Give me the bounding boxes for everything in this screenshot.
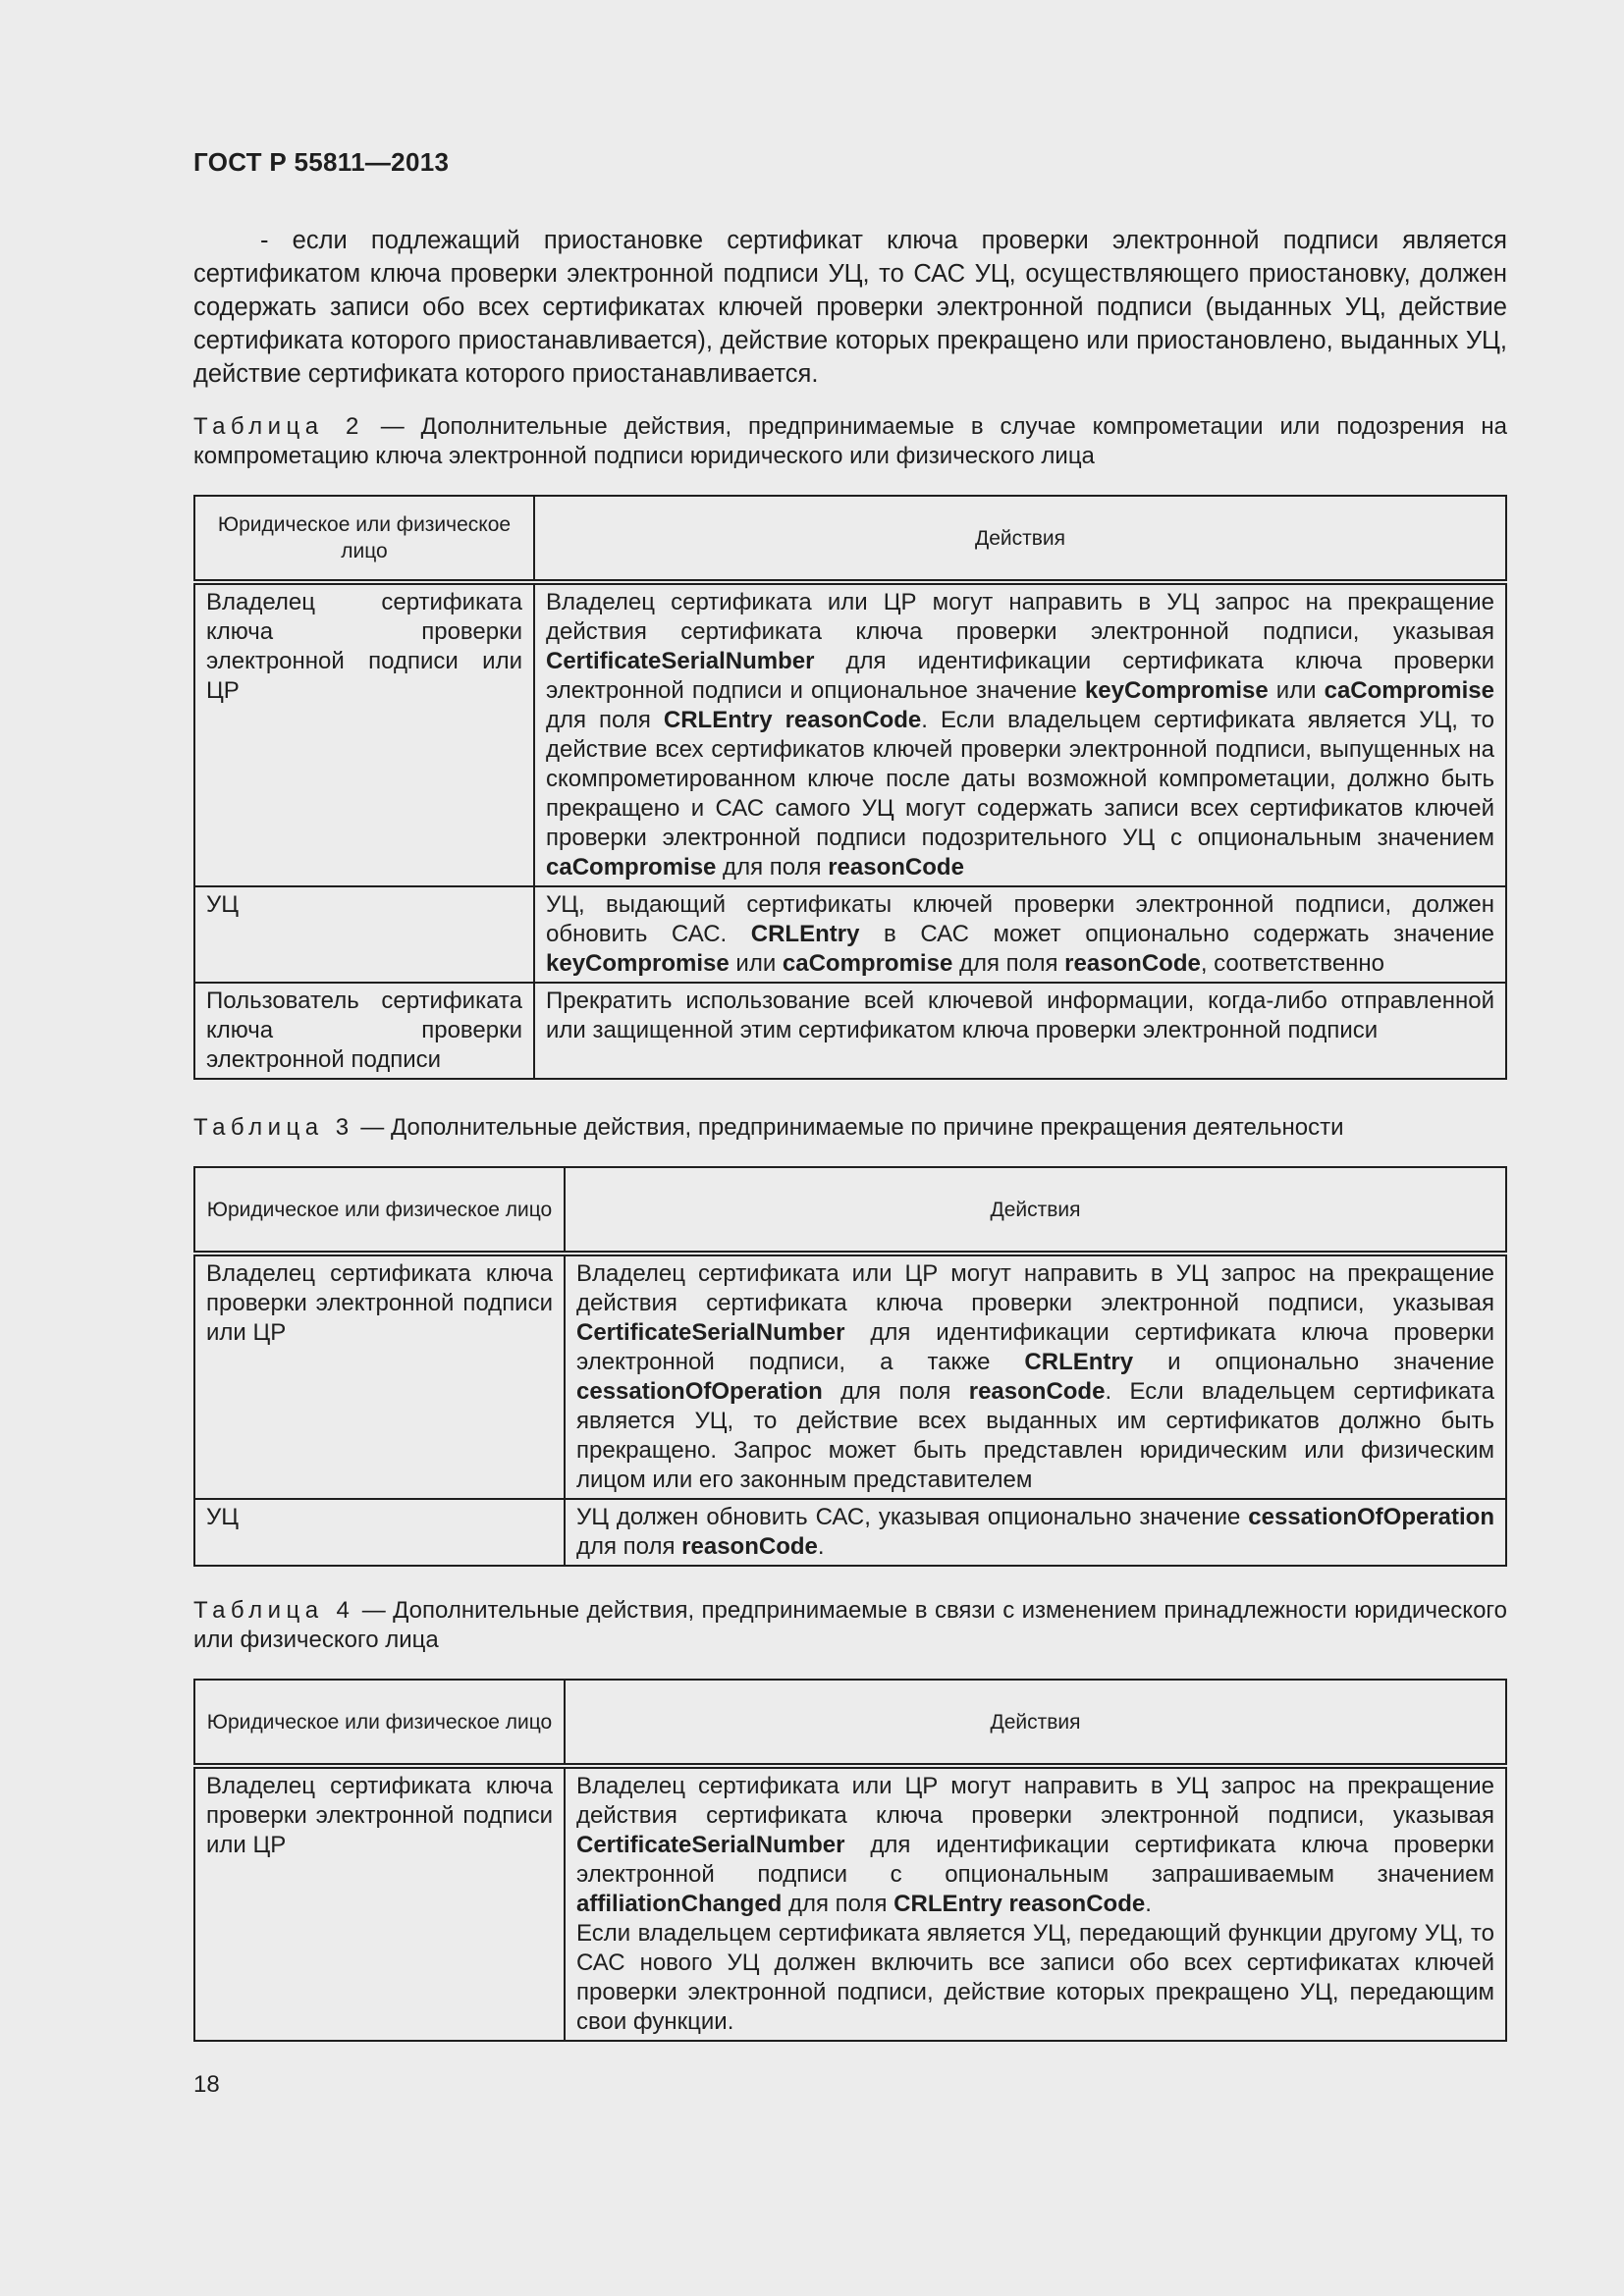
action-cell — [534, 582, 1506, 886]
action-text: для поля — [952, 950, 1065, 977]
table2-caption — [193, 412, 1507, 471]
table4-caption-text: — Дополнительные действия, предпринимаемые в связи с изменением принадлежности юридического или физического лица — [193, 1597, 1507, 1653]
entity-cell: Пользователь сертификата ключа проверки электронной подписи — [194, 983, 534, 1079]
term-text: cessationOfOperation — [1248, 1504, 1494, 1530]
term-text: reasonCode — [968, 1378, 1106, 1405]
table3-caption-text: — Дополнительные действия, предпринимаемые по причине прекращения деятельности — [353, 1114, 1344, 1141]
table2 — [193, 495, 1507, 1080]
action-text: , соответственно — [1200, 950, 1385, 977]
term-text: CertificateSerialNumber — [576, 1832, 845, 1858]
term-text: affiliationChanged — [576, 1891, 783, 1917]
term-text: CertificateSerialNumber — [546, 648, 815, 674]
table2-col1-header: Юридическое или физическое лицо — [194, 496, 534, 582]
action-text: или — [1268, 677, 1325, 704]
term-text: caCompromise — [1324, 677, 1494, 704]
action-text: для идентификации сертификата ключа проверки электронной подписи с опциональным запрашиваемым значением — [576, 1832, 1494, 1888]
action-text: для идентификации сертификата ключа проверки электронной подписи и опциональное значение — [546, 648, 1494, 704]
table3-col2-header: Действия — [565, 1167, 1506, 1254]
table2-caption-text: — Дополнительные действия, предпринимаемые в случае компрометации или подозрения на компрометацию ключа электронной подписи юридического или физического лица — [193, 413, 1507, 469]
action-text: или — [729, 950, 783, 977]
term-text: CRLEntry — [1024, 1349, 1134, 1375]
term-text: CRLEntry — [750, 921, 860, 947]
table4-col1-header: Юридическое или физическое лицо — [194, 1680, 565, 1766]
table4-caption — [193, 1596, 1507, 1655]
entity-cell: Владелец сертификата ключа проверки электронной подписи или ЦР — [194, 582, 534, 886]
table-row — [194, 1254, 1506, 1499]
action-text: Если владельцем сертификата является УЦ, передающий функции другому УЦ, то САС нового УЦ должен включить все записи обо всех сертификатах ключей проверки электронной подписи, действие которых прекращено УЦ, передающим свои функции. — [576, 1920, 1494, 2035]
action-text: для поля — [822, 1378, 969, 1405]
action-text: для поля — [546, 707, 664, 733]
table-row — [194, 1766, 1506, 2041]
table4 — [193, 1679, 1507, 2042]
table2-col2-header: Действия — [534, 496, 1506, 582]
term-text: reasonCode — [681, 1533, 818, 1560]
table-row — [194, 886, 1506, 983]
action-text: для поля — [716, 854, 829, 881]
action-text: Прекратить использование всей ключевой информации, когда-либо отправленной или защищенной этим сертификатом ключа проверки электронной подписи — [546, 988, 1494, 1043]
action-text: . — [817, 1533, 825, 1560]
action-text: Владелец сертификата или ЦР могут направить в УЦ запрос на прекращение действия сертификата ключа проверки электронной подписи, указывая — [576, 1773, 1494, 1829]
page-number: 18 — [193, 2071, 220, 2098]
action-cell — [565, 1766, 1506, 2041]
action-text: . — [1145, 1891, 1152, 1917]
entity-cell: Владелец сертификата ключа проверки электронной подписи или ЦР — [194, 1766, 565, 2041]
term-text: CRLEntry reasonCode — [663, 707, 922, 733]
term-text: reasonCode — [1064, 950, 1201, 977]
term-text: caCompromise — [546, 854, 717, 881]
table3-caption — [193, 1113, 1507, 1143]
term-text: keyCompromise — [546, 950, 730, 977]
table-row — [194, 582, 1506, 886]
term-text: CertificateSerialNumber — [576, 1319, 845, 1346]
action-text: Владелец сертификата или ЦР могут направить в УЦ запрос на прекращение действия сертификата ключа проверки электронной подписи, указывая — [576, 1260, 1494, 1316]
table3-col1-header: Юридическое или физическое лицо — [194, 1167, 565, 1254]
term-text: keyCompromise — [1084, 677, 1269, 704]
action-text: . Если владельцем сертификата является УЦ, то действие всех выданных им сертификатов должно быть прекращено. Запрос может быть представлен юридическим или физическим лицом или его законным представителем — [576, 1378, 1494, 1493]
table3 — [193, 1166, 1507, 1567]
entity-cell: УЦ — [194, 1499, 565, 1566]
action-cell — [565, 1254, 1506, 1499]
action-text: для поля — [782, 1891, 894, 1917]
action-cell — [565, 1499, 1506, 1566]
entity-cell: УЦ — [194, 886, 534, 983]
action-cell — [534, 983, 1506, 1079]
table2-caption-label: Таблица 2 — [193, 413, 364, 440]
action-text: УЦ, выдающий сертификаты ключей проверки электронной подписи, должен обновить САС. — [546, 891, 1494, 947]
action-text: . Если владельцем сертификата является УЦ, то действие всех сертификатов ключей проверки электронной подписи, выпущенных на скомпрометированном ключе после даты возможной компрометации, должно быть прекращено и САС самого УЦ могут содержать записи всех сертификатов ключей проверки электронной подписи подозрительного УЦ с опциональным значением — [546, 707, 1495, 851]
action-text: для поля — [576, 1533, 682, 1560]
term-text: caCompromise — [782, 950, 953, 977]
action-text: УЦ должен обновить САС, указывая опционально значение — [576, 1504, 1249, 1530]
term-text: cessationOfOperation — [576, 1378, 823, 1405]
action-text: Владелец сертификата или ЦР могут направить в УЦ запрос на прекращение действия сертификата ключа проверки электронной подписи, указывая — [546, 589, 1494, 645]
intro-paragraph: - если подлежащий приостановке сертификат ключа проверки электронной подписи является сертификатом ключа проверки электронной подписи УЦ, то САС УЦ, осуществляющего приостановку, должен содержать записи обо всех сертификатах ключей проверки электронной подписи (выданных УЦ, действие сертификата которого приостанавливается), действие которых прекращено или приостановлено, выданных УЦ, действие сертификата которого приостанавливается. — [193, 227, 1507, 388]
action-text: в САС может опционально содержать значение — [859, 921, 1495, 947]
entity-cell: Владелец сертификата ключа проверки электронной подписи или ЦР — [194, 1254, 565, 1499]
table-row — [194, 983, 1506, 1079]
table4-col2-header: Действия — [565, 1680, 1506, 1766]
table4-caption-label: Таблица 4 — [193, 1597, 355, 1624]
term-text: reasonCode — [828, 854, 964, 881]
action-text: и опционально значение — [1133, 1349, 1495, 1375]
table-row — [194, 1499, 1506, 1566]
term-text: CRLEntry reasonCode — [893, 1891, 1146, 1917]
document-header: ГОСТ Р 55811—2013 — [193, 147, 450, 177]
action-cell — [534, 886, 1506, 983]
table3-caption-label: Таблица 3 — [193, 1114, 354, 1141]
action-text: для идентификации сертификата ключа проверки электронной подписи, а также — [576, 1319, 1494, 1375]
